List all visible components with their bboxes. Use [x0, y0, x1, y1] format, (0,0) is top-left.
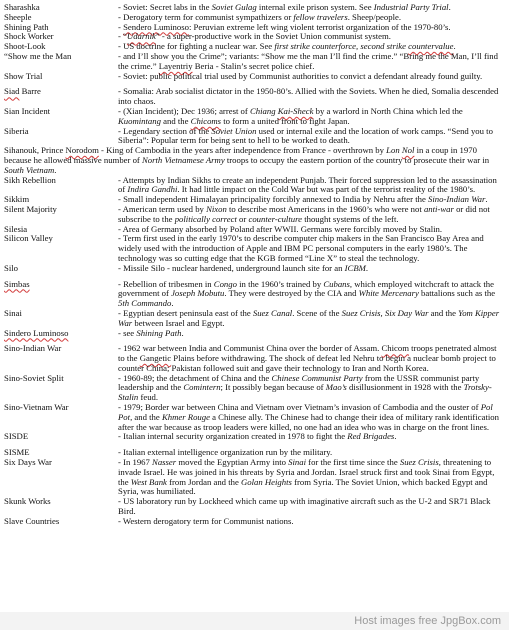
entry-definition: - Area of Germany absorbed by Poland after WWII. Germans were forcibly moved by Stalin. — [118, 223, 443, 234]
entry-definition: - see Shining Path. — [118, 327, 184, 338]
glossary-entry — [4, 432, 504, 442]
entry-definition: - 1979; Border war between China and Vietnam over Vietnam’s invasion of Cambodia and the ouster of Pol Pot, and the Khmer Rouge a Chinese ally. The Chinese had to change their idea of military rank identification after the war because as troop leaders were killed, no one had an idea who was in charge on the front lines. — [118, 402, 499, 432]
entry-definition: - “Udarnik” - a super-productive work in the Soviet Union communist system. — [118, 31, 391, 42]
entry-term: Sheeple — [4, 11, 32, 22]
entry-term: Skunk Works — [4, 496, 51, 507]
watermark-text: Host images free JpgBox.com — [354, 615, 501, 627]
entry-term: Siad Barre — [4, 86, 41, 97]
entry-definition: - Somalia: Arab socialist dictator in the 1950-80’s. Allied with the Soviets. When he died, Somalia descended into chaos. — [118, 86, 499, 107]
glossary-entry — [4, 280, 504, 309]
entry-term: Sharashka — [4, 2, 40, 12]
entry-definition: - (Xian Incident); Dec 1936; arrest of Chiang Kai-Sheck by a warlord in North China which led the Kuomintang and the Chicoms to form a united front to fight Japan. — [118, 105, 463, 126]
glossary-entry — [4, 234, 504, 263]
entry-definition: - Rebellion of tribesmen in Congo in the 1960’s trained by Cubans, which employed witchcraft to attack the government of Joseph Mobutu. They were destroyed by the CIA and White Mercenary battalions such as the 5th Commando. — [118, 278, 496, 309]
glossary-entry — [4, 309, 504, 329]
entry-term: Sino-Vietnam War — [4, 402, 69, 413]
entry-definition: - Egyptian desert peninsula east of the Suez Canal. Scene of the Suez Crisis, Six Day War and the Yom Kipper War between Israel and Egypt. — [118, 307, 500, 328]
entry-definition: - Attempts by Indian Sikhs to create an independent Punjab. Their forced suppression led to the assassination of Indira Gandhi. It had little impact on the Cold War but was part of the terrorist reality of the 1980’s. — [118, 174, 497, 195]
entry-definition: - Italian internal security organization created in 1978 to fight the Red Brigades. — [118, 431, 397, 442]
glossary-entry — [4, 517, 504, 527]
entry-definition: - American term used by Nixon to describe most Americans in the 1960’s who were not anti-war or did not subscribe to the politically correct or counter-culture thought systems of the left. — [118, 203, 490, 224]
glossary-entry — [4, 374, 504, 403]
entry-definition: - 1962 war between India and Communist China over the border of Assam. Chicom troops penetrated almost to the Gangetic Plains before withdrawing. The shock of defeat led Nehru to begin a nuclear bomb project to counter China; Pakistan followed suit and gave their technology to Iran and North Korea. — [118, 343, 497, 373]
entry-term: Show Trial — [4, 70, 43, 81]
entry-definition: - 1960-89; the detachment of China and the Chinese Communist Party from the USSR communist party leadership and the Comintern; It possibly began because of Mao’s disillusionment in 1928 with the Trotsky-Stalin feud. — [118, 372, 492, 403]
glossary-entry — [4, 127, 504, 147]
entry-term: Sino-Indian War — [4, 343, 62, 354]
entry-definition: - and I’ll show you the Crime”; variants: “Show me the man I’ll find the crime.” “Bring me the Man, I’ll find the crime.” Layentriy Beria - Stalin’s secret police chief. — [118, 50, 498, 71]
entry-definition: - Term first used in the early 1970’s to describe computer chip makers in the San Francisco Bay Area and widely used with the introduction of Apple and IBM PC personal computers in the early 1980’s. The technology was so cutting edge that the KGB formed “Line X” to steal the technology. — [118, 233, 484, 263]
entry-term: SISME — [4, 447, 30, 458]
entry-term: Sino-Soviet Split — [4, 372, 64, 383]
entry-definition: - In 1967 Nasser moved the Egyptian Army into Sinai for the first time since the Suez Crisis, threatening to invade Israel. He was joined in his threats by Syria and Jordan. Israel struck first and took Sinai from Egypt, the West Bank from Jordan and the Golan Heights from Syria. The Soviet Union, which backed Egypt and Syria, was humiliated. — [118, 457, 495, 497]
entry-term: Siberia — [4, 125, 29, 136]
entry-term: Simbas — [4, 278, 30, 289]
entry-term: Sindero Luminoso — [4, 327, 69, 338]
glossary-entry — [4, 146, 504, 175]
glossary-list — [4, 3, 504, 527]
entry-definition: - Legendary section of the Soviet Union used or internal exile and the location of work camps. “Send you to Siberia”: Popular term for being sent to hell to be worked to death. — [118, 125, 493, 146]
entry-definition: - Sendero Luminoso: Peruvian extreme left wing violent terrorist organization of the 1970-80’s. — [118, 21, 451, 32]
entry-term: Sian Incident — [4, 105, 51, 116]
entry-definition: - US doctrine for fighting a nuclear war. See first strike counterforce, second strike countervalue. — [118, 41, 456, 52]
entry-term: Slave Countries — [4, 515, 60, 526]
entry-term: Six Days War — [4, 457, 52, 468]
entry-term: Silent Majority — [4, 203, 57, 214]
entry-term: Sikh Rebellion — [4, 174, 56, 185]
glossary-entry — [4, 205, 504, 225]
entry-term: Sihanouk, Prince Norodom — [4, 145, 99, 156]
glossary-entry — [4, 329, 504, 339]
entry-term: Shining Path — [4, 21, 49, 32]
glossary-entry — [4, 497, 504, 517]
glossary-entry — [4, 176, 504, 196]
glossary-entry — [4, 264, 504, 274]
glossary-entry — [4, 403, 504, 432]
entry-definition: - Derogatory term for communist sympathizers or fellow travelers. Sheep/people. — [118, 11, 402, 22]
entry-definition: - Soviet: Secret labs in the Soviet Gulag internal exile prison system. See Industrial Party Trial. — [118, 2, 451, 12]
entry-term: Sinai — [4, 307, 22, 318]
entry-definition: - King of Cambodia in the years after independence from France - overthrown by Lon Nol in a coup in 1970 because he allowed massive number of North Vietnamese Army troops to occupy the eastern portion of the country to prosecute their war in South Vietnam. — [4, 145, 490, 175]
glossary-entry — [4, 72, 504, 82]
glossary-entry — [4, 52, 504, 72]
entry-term: Silicon Valley — [4, 233, 53, 244]
entry-term: Shock Worker — [4, 31, 54, 42]
entry-term: Silo — [4, 262, 19, 273]
entry-definition: - Western derogatory term for Communist nations. — [118, 515, 294, 526]
entry-definition: - Small independent Himalayan principality forcibly annexed to India by Nehru after the Sino-Indian War. — [118, 194, 488, 205]
glossary-entry — [4, 344, 504, 373]
entry-term: Shoot-Look — [4, 41, 46, 52]
entry-definition: - Missile Silo - nuclear hardened, underground launch site for an ICBM. — [118, 262, 369, 273]
entry-definition: - US laboratory run by Lockheed which came up with imaginative aircraft such as the U-2 and SR71 Black Bird. — [118, 496, 491, 517]
glossary-entry — [4, 87, 504, 107]
entry-term: Sikkim — [4, 194, 30, 205]
entry-term: Silesia — [4, 223, 28, 234]
glossary-entry — [4, 107, 504, 127]
entry-term: SISDE — [4, 431, 29, 442]
entry-definition: - Italian external intelligence organization run by the military. — [118, 447, 333, 458]
entry-definition: - Soviet: public political trial used by Communist authorities to convict a defendant already found guilty. — [118, 70, 483, 81]
glossary-entry — [4, 458, 504, 497]
watermark-banner — [0, 612, 509, 630]
entry-term: “Show me the Man — [4, 50, 72, 61]
